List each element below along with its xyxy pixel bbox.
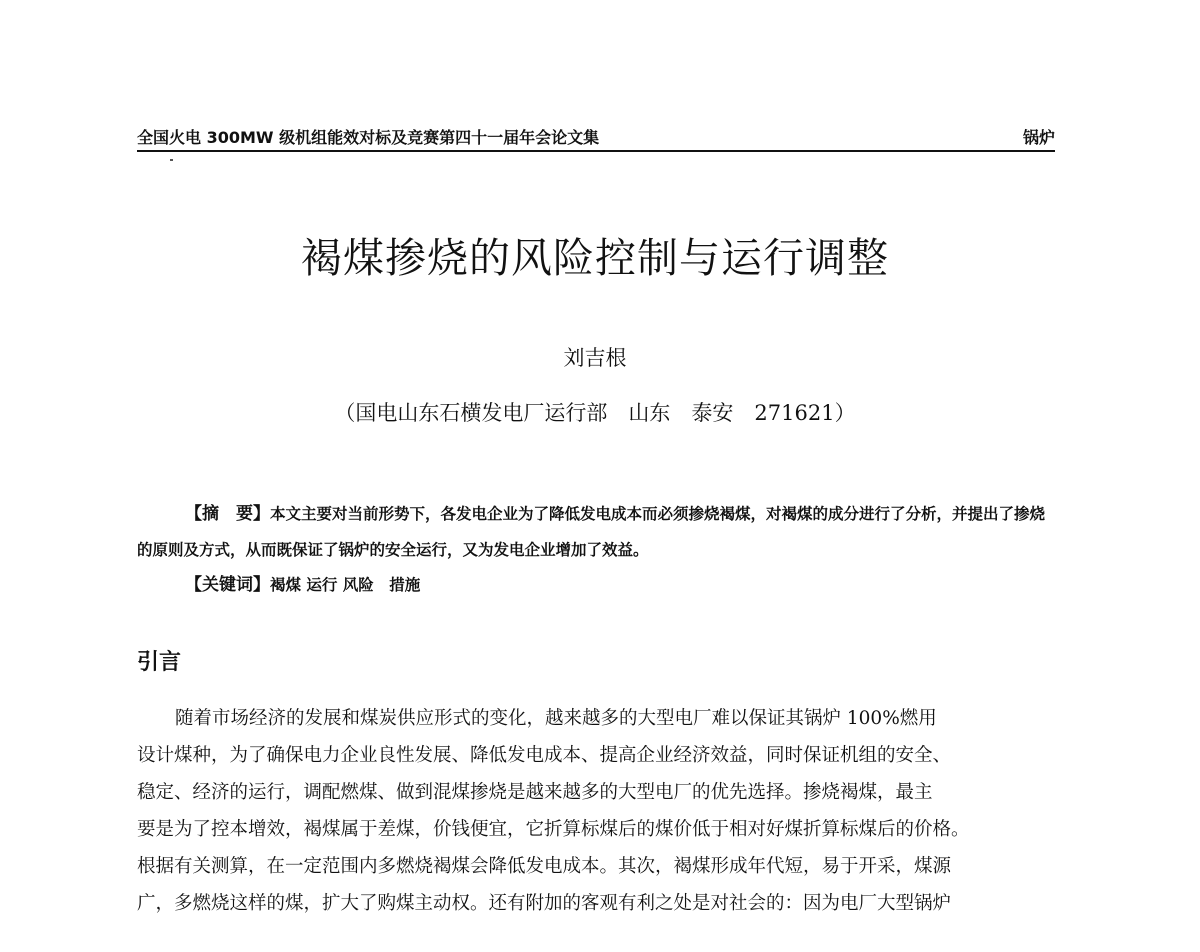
body-line: 根据有关测算，在一定范围内多燃烧褐煤会降低发电成本。其次，褐煤形成年代短，易于开采，煤源 xyxy=(137,856,952,877)
keywords xyxy=(185,570,420,595)
abstract xyxy=(137,496,1055,568)
abstract-text: 本文主要对当前形势下，各发电企业为了降低发电成本而必须掺烧褐煤，对褐煤的成分进行了分析，并提出了掺烧的原则及方式，从而既保证了锅炉的安全运行，又为发电企业增加了效益。 xyxy=(137,505,1046,559)
body-line: 要是为了控本增效，褐煤属于差煤，价钱便宜，它折算标煤后的煤价低于相对好煤折算标煤后的价格。 xyxy=(137,819,970,840)
keywords-label: 【关键词】 xyxy=(185,575,270,595)
abstract-label: 【摘 要】 xyxy=(185,504,270,524)
body-line: 广，多燃烧这样的煤，扩大了购煤主动权。还有附加的客观有利之处是对社会的：因为电厂大型锅炉 xyxy=(137,893,952,914)
section-label: 锅炉 xyxy=(1022,128,1055,147)
section-heading-introduction: 引言 xyxy=(137,650,182,675)
paper-title: 褐煤掺烧的风险控制与运行调整 xyxy=(301,234,889,282)
keywords-text: 褐煤 运行 风险 措施 xyxy=(270,576,421,594)
author-name: 刘吉根 xyxy=(563,346,627,370)
running-header xyxy=(137,122,1055,152)
proceedings-title: 全国火电 300MW 级机组能效对标及竞赛第四十一届年会论文集 xyxy=(137,128,600,147)
body-line: 设计煤种，为了确保电力企业良性发展、降低发电成本、提高企业经济效益，同时保证机组的安全、 xyxy=(137,745,952,766)
scan-speck xyxy=(170,159,173,161)
introduction-body xyxy=(137,700,1055,922)
body-line: 随着市场经济的发展和煤炭供应形式的变化，越来越多的大型电厂难以保证其锅炉 100%燃用 xyxy=(175,708,937,729)
body-line: 稳定、经济的运行，调配燃煤、做到混煤掺烧是越来越多的大型电厂的优先选择。掺烧褐煤，最主 xyxy=(137,782,933,803)
author-affiliation: （国电山东石横发电厂运行部 山东 泰安 271621） xyxy=(334,401,856,425)
